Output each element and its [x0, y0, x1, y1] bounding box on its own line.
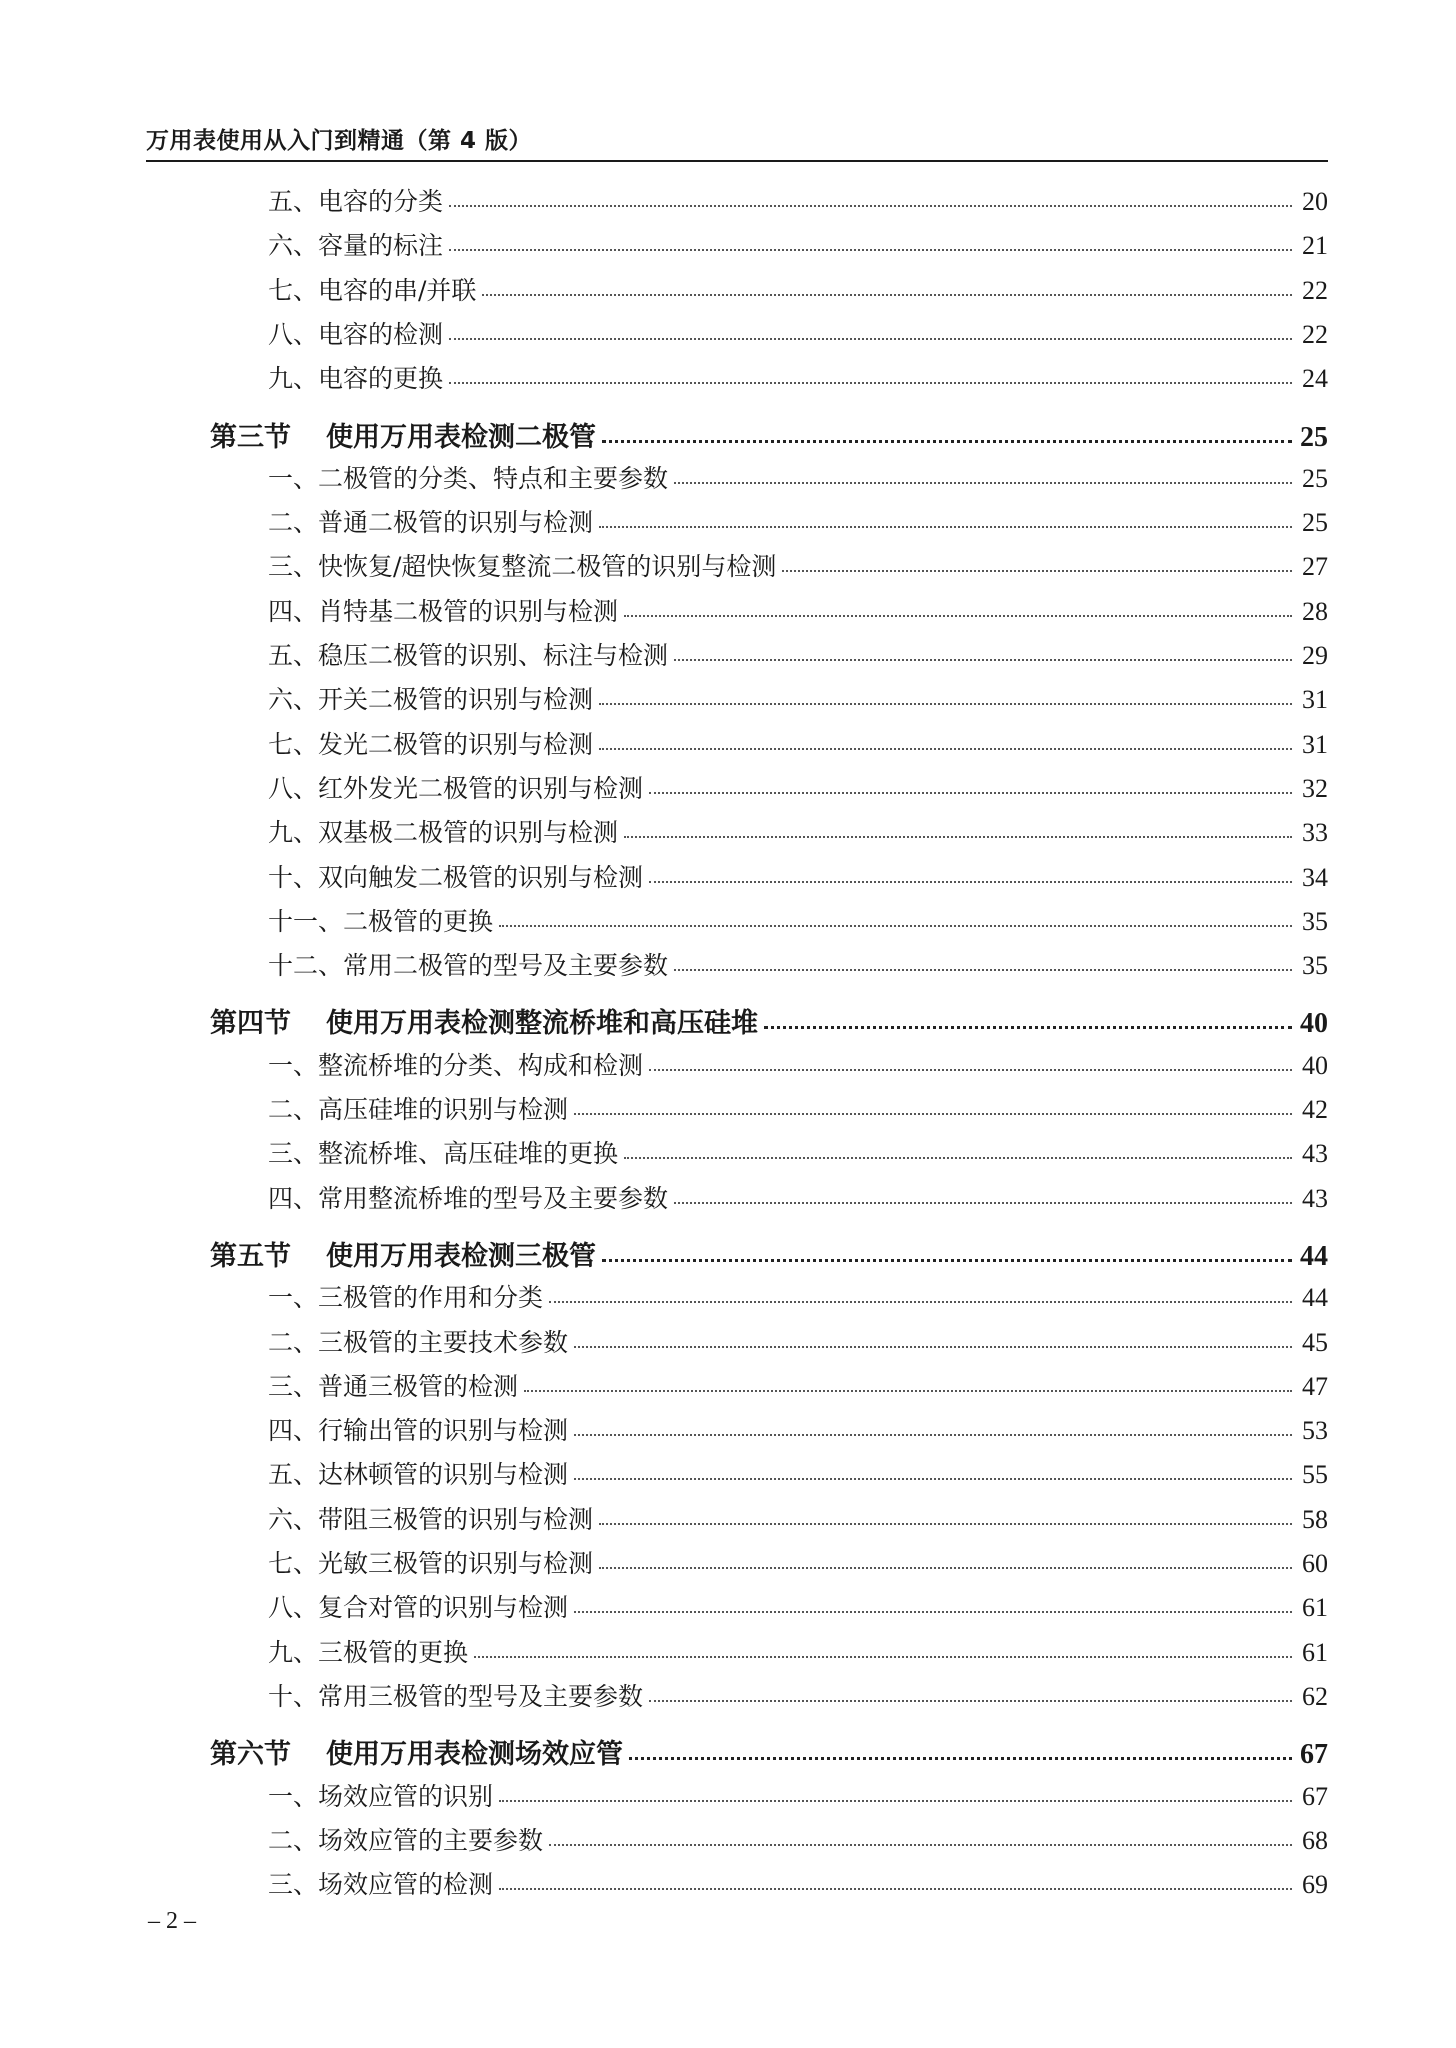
toc-page-number: 60	[1302, 1549, 1328, 1578]
toc-page-number: 61	[1302, 1593, 1328, 1623]
toc-page-number: 35	[1302, 906, 1328, 936]
dot-leader	[474, 1656, 1292, 1658]
toc-item-row	[268, 1633, 1328, 1669]
dot-leader	[599, 1567, 1292, 1569]
toc-section-title: 使用万用表检测整流桥堆和高压硅堆	[326, 1008, 758, 1040]
toc-page-number: 21	[1302, 231, 1328, 261]
toc-item-row	[268, 271, 1328, 307]
toc-entry-title	[210, 1001, 758, 1040]
toc-item-row	[268, 1367, 1328, 1403]
dot-leader	[499, 925, 1292, 927]
toc-item-row	[268, 1455, 1328, 1491]
toc-entry-title	[210, 1234, 596, 1273]
toc-page-number: 40	[1302, 1050, 1328, 1080]
toc-item-row	[268, 1134, 1328, 1170]
toc-entry-title	[210, 1732, 623, 1771]
toc-page-number: 67	[1302, 1781, 1328, 1811]
toc-section-row	[210, 1001, 1328, 1040]
toc-entry-title: 十、常用三极管的型号及主要参数	[268, 1681, 644, 1711]
toc-entry-title: 十一、二极管的更换	[268, 906, 494, 936]
toc-item-row	[268, 592, 1328, 628]
toc-item-row	[268, 1046, 1328, 1082]
toc-item-row	[268, 1500, 1328, 1536]
toc-entry-title	[210, 415, 596, 454]
dot-leader	[649, 1069, 1292, 1071]
toc-item-row	[268, 1411, 1328, 1447]
toc-page-number: 61	[1302, 1637, 1328, 1667]
toc-page-number: 43	[1302, 1139, 1328, 1169]
toc-page-number: 47	[1302, 1371, 1328, 1401]
header-rule	[146, 160, 1328, 162]
toc-page-number: 53	[1302, 1416, 1328, 1446]
toc-item-row	[268, 1677, 1328, 1713]
toc-entry-title: 一、三极管的作用和分类	[268, 1283, 544, 1313]
toc-item-row	[268, 1179, 1328, 1215]
dot-leader	[449, 249, 1292, 251]
toc-item-row	[268, 1323, 1328, 1359]
dot-leader	[499, 1800, 1292, 1802]
toc-page-number: 69	[1302, 1870, 1328, 1900]
toc-entry-title: 三、快恢复/超快恢复整流二极管的识别与检测	[268, 552, 777, 582]
dot-leader	[574, 1346, 1292, 1348]
toc-entry-title: 七、发光二极管的识别与检测	[268, 729, 594, 759]
toc-page-number: 25	[1302, 508, 1328, 538]
dot-leader	[649, 881, 1292, 883]
toc-item-row	[268, 636, 1328, 672]
toc-section-row	[210, 415, 1328, 454]
toc-page-number: 55	[1302, 1460, 1328, 1490]
dot-leader	[549, 1301, 1292, 1303]
toc-page-number: 42	[1302, 1095, 1328, 1124]
toc-section-number: 第四节	[210, 1008, 291, 1040]
dot-leader	[574, 1113, 1292, 1115]
toc-entry-title: 六、带阻三极管的识别与检测	[268, 1504, 594, 1534]
dot-leader	[624, 1157, 1292, 1159]
toc-page-number: 31	[1302, 685, 1328, 715]
toc-entry-title: 三、整流桥堆、高压硅堆的更换	[268, 1139, 619, 1169]
dot-leader	[764, 1026, 1292, 1029]
toc-section-number: 第五节	[210, 1240, 291, 1272]
dot-leader	[449, 382, 1292, 384]
toc-item-row	[268, 902, 1328, 938]
toc-item-row	[268, 182, 1328, 218]
toc-page-number: 43	[1302, 1183, 1328, 1213]
toc-item-row	[268, 725, 1328, 761]
dot-leader	[674, 969, 1292, 971]
toc-item-row	[268, 1544, 1328, 1580]
dot-leader	[649, 792, 1292, 794]
dot-leader	[599, 748, 1292, 750]
toc-item-row	[268, 1821, 1328, 1857]
toc-entry-title: 五、电容的分类	[268, 187, 444, 216]
toc-item-row	[268, 547, 1328, 583]
toc-entry-title: 三、场效应管的检测	[268, 1870, 494, 1900]
toc-entry-title: 四、常用整流桥堆的型号及主要参数	[268, 1183, 669, 1213]
toc-entry-title: 五、达林顿管的识别与检测	[268, 1460, 569, 1490]
toc-page-number: 20	[1302, 187, 1328, 216]
toc-item-row	[268, 1278, 1328, 1314]
running-header-title: 万用表使用从入门到精通（第 4 版）	[146, 128, 533, 154]
toc-section-title: 使用万用表检测三极管	[326, 1240, 596, 1272]
toc-page-number: 28	[1302, 596, 1328, 626]
toc-entry-title: 一、整流桥堆的分类、构成和检测	[268, 1050, 644, 1080]
toc-entry-title: 九、三极管的更换	[268, 1637, 469, 1667]
toc-entry-title: 二、三极管的主要技术参数	[268, 1327, 569, 1357]
toc-page-number: 62	[1302, 1681, 1328, 1711]
toc-section-row	[210, 1234, 1328, 1273]
toc-item-row	[268, 769, 1328, 805]
dot-leader	[602, 1259, 1292, 1262]
toc-page-number: 22	[1302, 319, 1328, 349]
toc-item-row	[268, 1865, 1328, 1901]
toc-entry-title: 二、高压硅堆的识别与检测	[268, 1095, 569, 1124]
toc-entry-title: 八、电容的检测	[268, 319, 444, 349]
toc-item-row	[268, 680, 1328, 716]
toc-section-row	[210, 1732, 1328, 1771]
toc-page-number: 68	[1302, 1825, 1328, 1855]
dot-leader	[624, 615, 1292, 617]
toc-entry-title: 七、电容的串/并联	[268, 275, 477, 305]
dot-leader	[574, 1611, 1292, 1613]
toc-entry-title: 六、开关二极管的识别与检测	[268, 685, 594, 715]
toc-item-row	[268, 1777, 1328, 1813]
toc-entry-title: 十、双向触发二极管的识别与检测	[268, 862, 644, 892]
toc-page-number: 32	[1302, 773, 1328, 803]
dot-leader	[449, 338, 1292, 340]
toc-item-row	[268, 1090, 1328, 1126]
toc-entry-title: 一、场效应管的识别	[268, 1781, 494, 1811]
toc-section-title: 使用万用表检测二极管	[326, 421, 596, 453]
toc-entry-title: 六、容量的标注	[268, 231, 444, 261]
dot-leader	[499, 1888, 1292, 1890]
dot-leader	[674, 1202, 1292, 1204]
toc-entry-title: 二、场效应管的主要参数	[268, 1825, 544, 1855]
toc-page-number: 58	[1302, 1504, 1328, 1534]
toc-page-number: 45	[1302, 1327, 1328, 1357]
dot-leader	[674, 482, 1292, 484]
dot-leader	[602, 440, 1292, 443]
toc-page-number: 29	[1302, 641, 1328, 670]
toc-entry-title: 十二、常用二极管的型号及主要参数	[268, 951, 669, 981]
dot-leader	[574, 1434, 1292, 1436]
toc-page-number: 40	[1300, 1008, 1328, 1040]
toc-section-number: 第六节	[210, 1739, 291, 1771]
toc-page-number: 34	[1302, 862, 1328, 892]
toc-section-title: 使用万用表检测场效应管	[326, 1739, 623, 1771]
toc-page-number: 27	[1302, 552, 1328, 582]
toc-item-row	[268, 858, 1328, 894]
toc-item-row	[268, 813, 1328, 849]
toc-page-number: 31	[1302, 729, 1328, 759]
dot-leader	[549, 1844, 1292, 1846]
toc-page-number: 22	[1302, 275, 1328, 305]
dot-leader	[599, 703, 1292, 705]
toc-section-number: 第三节	[210, 421, 291, 453]
dot-leader	[649, 1700, 1292, 1702]
dot-leader	[482, 294, 1292, 296]
toc-page-number: 24	[1302, 364, 1328, 394]
toc-page-number: 25	[1302, 463, 1328, 493]
toc-page-number: 44	[1302, 1283, 1328, 1313]
toc-item-row	[268, 503, 1328, 539]
toc-page-number: 35	[1302, 951, 1328, 981]
dot-leader	[449, 205, 1292, 207]
dot-leader	[782, 570, 1292, 572]
toc-entry-title: 七、光敏三极管的识别与检测	[268, 1549, 594, 1578]
toc-entry-title: 九、电容的更换	[268, 364, 444, 394]
toc-item-row	[268, 459, 1328, 495]
toc-item-row	[268, 226, 1328, 262]
dot-leader	[599, 1523, 1292, 1525]
toc-entry-title: 四、行输出管的识别与检测	[268, 1416, 569, 1446]
toc-entry-title: 二、普通二极管的识别与检测	[268, 508, 594, 538]
toc-item-row	[268, 359, 1328, 395]
dot-leader	[599, 526, 1292, 528]
dot-leader	[574, 1478, 1292, 1480]
toc-entry-title: 一、二极管的分类、特点和主要参数	[268, 463, 669, 493]
page-number: – 2 –	[148, 1908, 196, 1934]
toc-page-number: 44	[1300, 1240, 1328, 1272]
toc-page-number: 67	[1300, 1739, 1328, 1771]
toc-item-row	[268, 315, 1328, 351]
dot-leader	[624, 836, 1292, 838]
toc-page-number: 33	[1302, 818, 1328, 848]
dot-leader	[524, 1390, 1292, 1392]
dot-leader	[674, 659, 1292, 661]
toc-entry-title: 三、普通三极管的检测	[268, 1371, 519, 1401]
toc-entry-title: 八、红外发光二极管的识别与检测	[268, 773, 644, 803]
toc-page-number: 25	[1300, 421, 1328, 453]
toc-item-row	[268, 1588, 1328, 1624]
toc-entry-title: 五、稳压二极管的识别、标注与检测	[268, 641, 669, 670]
toc-entry-title: 八、复合对管的识别与检测	[268, 1593, 569, 1623]
toc-entry-title: 四、肖特基二极管的识别与检测	[268, 596, 619, 626]
toc-entry-title: 九、双基极二极管的识别与检测	[268, 818, 619, 848]
toc-item-row	[268, 946, 1328, 982]
dot-leader	[629, 1757, 1292, 1760]
